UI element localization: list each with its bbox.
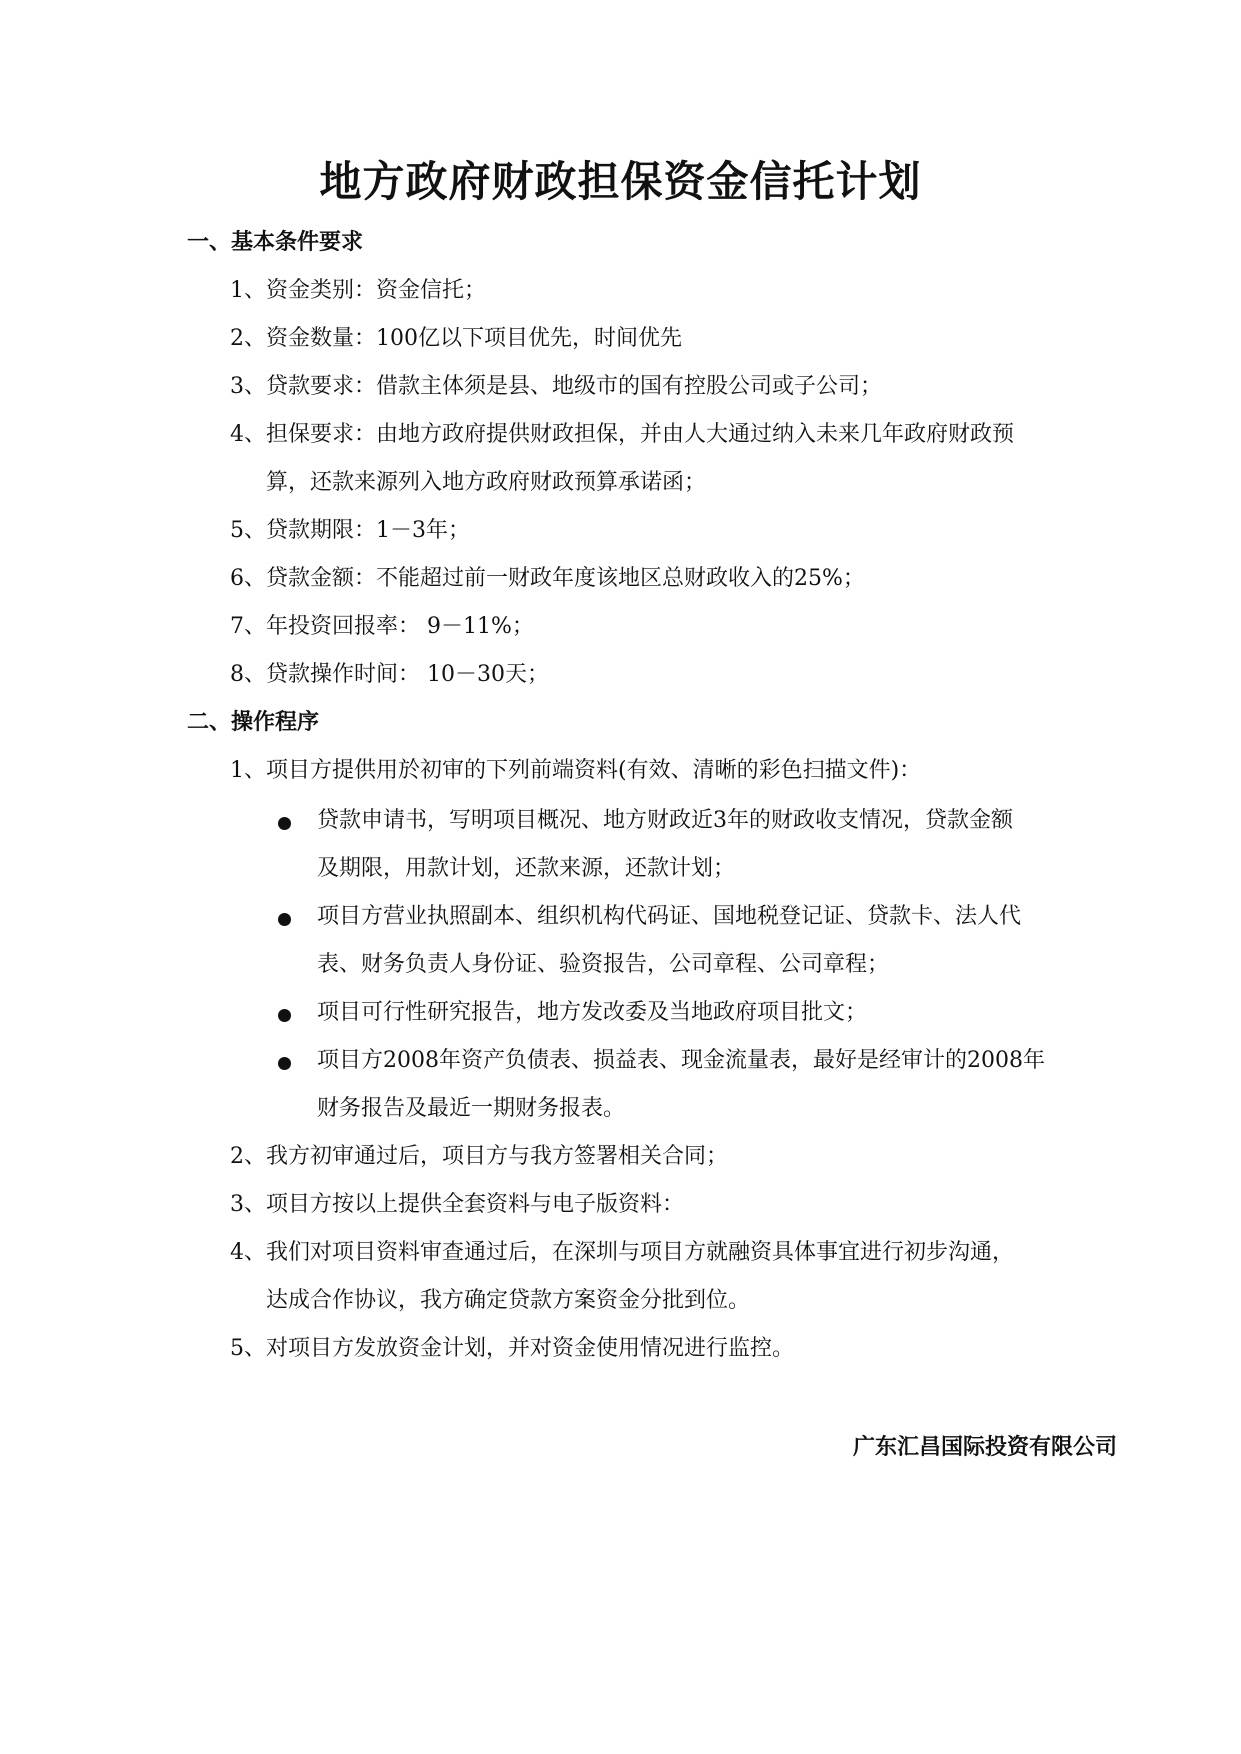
procedure-step: 5、对项目方发放资金计划，并对资金使用情况进行监控。 — [230, 1336, 794, 1361]
company-signature: 广东汇昌国际投资有限公司 — [852, 1435, 1117, 1460]
requirement-item: 2、资金数量：100亿以下项目优先，时间优先 — [230, 326, 682, 351]
document-list-item: 贷款申请书，写明项目概况、地方财政近3年的财政收支情况，贷款金额 — [317, 808, 1013, 833]
bullet-icon — [278, 913, 291, 926]
bullet-icon — [278, 1009, 291, 1022]
requirement-item: 8、贷款操作时间： 10－30天； — [230, 662, 549, 687]
procedure-step: 3、项目方按以上提供全套资料与电子版资料： — [230, 1192, 684, 1217]
document-list-item: 项目可行性研究报告，地方发改委及当地政府项目批文； — [317, 1000, 868, 1025]
bullet-icon — [278, 1057, 291, 1070]
requirement-item: 5、贷款期限：1－3年； — [230, 518, 470, 543]
section-heading-procedure: 二、操作程序 — [187, 710, 320, 735]
requirement-item: 7、年投资回报率： 9－11%； — [230, 614, 534, 639]
bullet-icon — [278, 817, 291, 830]
document-list-item-continuation: 及期限，用款计划，还款来源，还款计划； — [317, 856, 736, 881]
document-list-item: 项目方营业执照副本、组织机构代码证、国地税登记证、贷款卡、法人代 — [317, 904, 1022, 929]
document-list-item-continuation: 表、财务负责人身份证、验资报告，公司章程、公司章程； — [317, 952, 890, 977]
document-list-item: 项目方2008年资产负债表、损益表、现金流量表，最好是经审计的2008年 — [317, 1048, 1045, 1073]
document-list-item-continuation: 财务报告及最近一期财务报表。 — [317, 1096, 626, 1121]
requirement-item: 1、资金类别：资金信托； — [230, 278, 486, 303]
requirement-item-continuation: 算，还款来源列入地方政府财政预算承诺函； — [266, 470, 707, 495]
procedure-step: 4、我们对项目资料审查通过后，在深圳与项目方就融资具体事宜进行初步沟通， — [230, 1240, 1014, 1265]
section-heading-basic-requirements: 一、基本条件要求 — [187, 230, 364, 255]
requirement-item: 3、贷款要求：借款主体须是县、地级市的国有控股公司或子公司； — [230, 374, 882, 399]
requirement-item: 6、贷款金额：不能超过前一财政年度该地区总财政收入的25%； — [230, 566, 865, 591]
procedure-step-continuation: 达成合作协议，我方确定贷款方案资金分批到位。 — [266, 1288, 751, 1313]
document-title: 地方政府财政担保资金信托计划 — [319, 157, 922, 206]
procedure-step: 1、项目方提供用於初审的下列前端资料(有效、清晰的彩色扫描文件)： — [230, 758, 922, 783]
requirement-item: 4、担保要求：由地方政府提供财政担保，并由人大通过纳入未来几年政府财政预 — [230, 422, 1014, 447]
procedure-step: 2、我方初审通过后，项目方与我方签署相关合同； — [230, 1144, 728, 1169]
